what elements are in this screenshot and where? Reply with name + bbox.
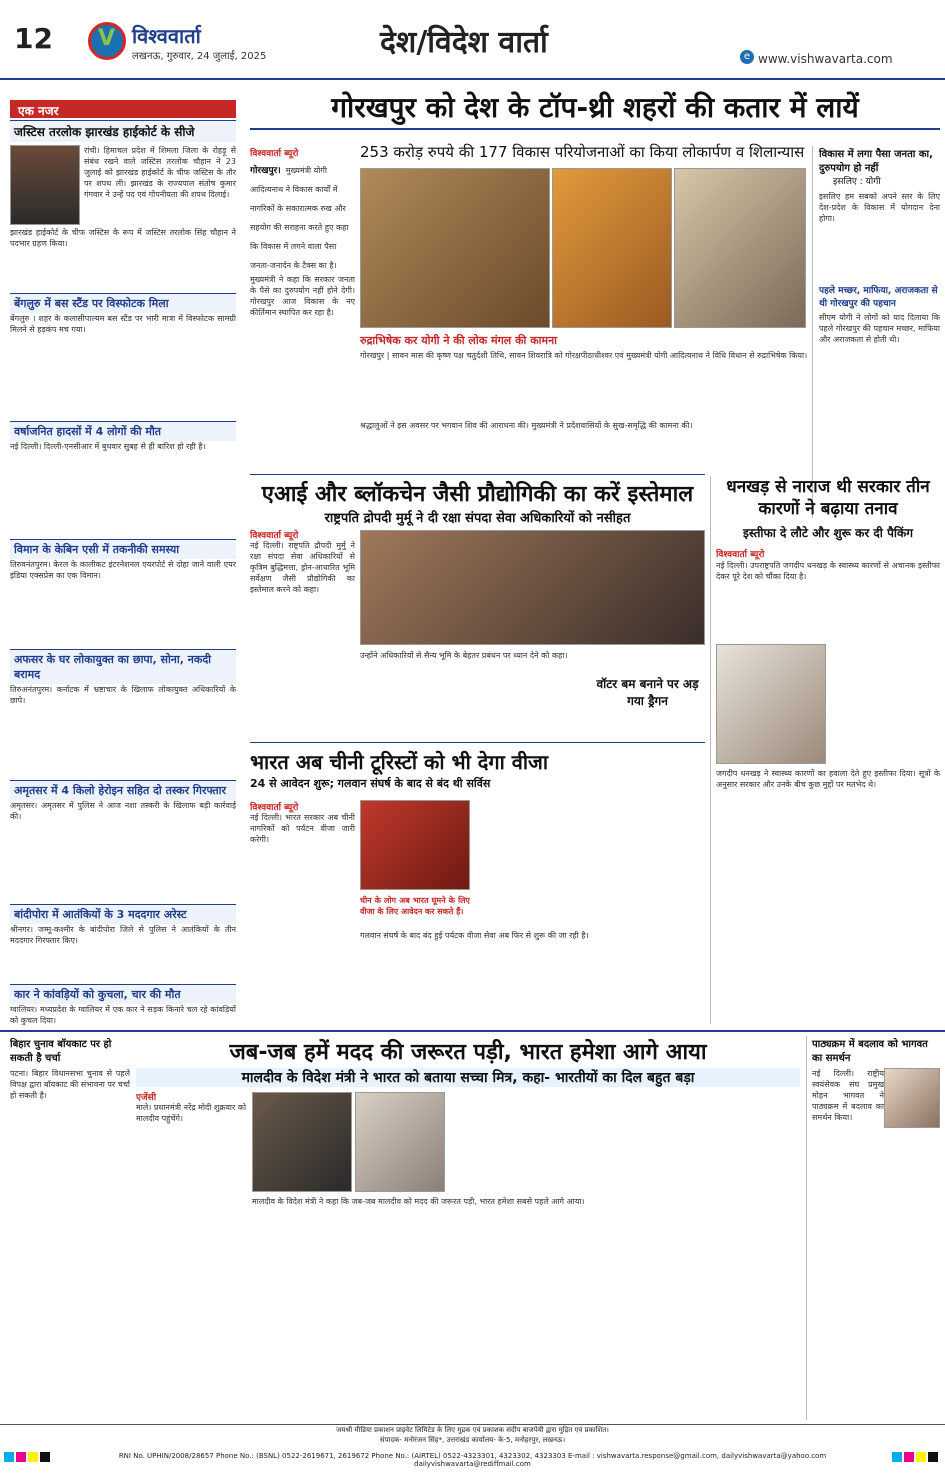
story2-headline: एआई और ब्लॉकचेन जैसी प्रौद्योगिकी का करें इस्तेमाल bbox=[261, 482, 694, 507]
photo-caption-head: रुद्राभिषेक कर योगी ने की लोक मंगल की कामना bbox=[360, 333, 938, 349]
story4-body: नई दिल्ली। भारत सरकार अब चीनी नागरिकों को पर्यटन वीजा जारी करेगी। bbox=[250, 813, 355, 844]
modi-photo bbox=[355, 1092, 445, 1192]
lead-photo-ceremony bbox=[674, 168, 806, 328]
story3-subhead: इस्तीफा दे लौटे और शुरू कर दी पैकिंग bbox=[743, 526, 913, 540]
left-item-body: रांची। हिमाचल प्रदेश में शिमला जिला के रोहड़ू से संबंध रखने वाले जस्टिस तरलोक चौहान ने 23 जुलाई को झारखंड हाईकोर्ट के चीफ जस्टिस के तौर पर शपथ ली। झारखंड के राज्यपाल संतोष कुमार गंगवार ने उन्हें पद एवं गोपनीयता की शपथ दिलाई। bbox=[84, 146, 236, 199]
story3-byline: विश्ववार्ता ब्यूरो bbox=[716, 550, 765, 560]
story4-body-cont: गलवान संघर्ष के बाद बंद हुई पर्यटक वीजा सेवा अब फिर से शुरू की जा रही है। bbox=[360, 931, 589, 940]
story2-side-head: वॉटर बम बनाने पर अड़ गया ड्रैगन bbox=[596, 677, 699, 708]
color-registration bbox=[892, 1452, 938, 1462]
divider bbox=[250, 474, 705, 475]
divider bbox=[0, 1030, 945, 1032]
lead-photo-ritual bbox=[360, 168, 550, 328]
left-item-title: विमान के केबिन एसी में तकनीकी समस्या bbox=[10, 539, 236, 559]
bottom-right-box: पाठ्यक्रम में बदलाव को भागवत का समर्थन नई दिल्ली। राष्ट्रीय स्वयंसेवक संघ प्रमुख मोहन भागवत ने पाठ्यक्रम में बदलाव का समर्थन किया। bbox=[806, 1036, 940, 1420]
lead-headline: गोरखपुर को देश के टॉप-थ्री शहरों की कतार में लायें bbox=[331, 91, 859, 124]
side-box-sub: इसलिए : योगी bbox=[833, 177, 881, 187]
left-item-title: वर्षाजनित हादसों में 4 लोगों की मौत bbox=[10, 421, 236, 441]
left-column: जस्टिस तरलोक झारखंड हाईकोर्ट के सीजे रांची। हिमाचल प्रदेश में शिमला जिला के रोहड़ू से संबंध रखने वाले जस्टिस तरलोक चौहान ने 23 जुलाई को झारखंड हाईकोर्ट के चीफ जस्टिस के तौर पर शपथ ली। झारखंड के राज्यपाल संतोष कुमार गंगवार ने उन्हें पद एवं गोपनीयता की शपथ दिलाई। झारखंड हाईकोर्ट के चीफ जस्टिस के रूप में जस्टिस तरलोक सिंह चौहान ने पदभार ग्रहण किया। बेंगलुरु में बस स्टैंड पर विस्फोटक मिला बेंगलुरु । शहर के कलासीपाल्यम बस स्टैंड पर भारी मात्रा में विस्फोटक सामग्री मिलने से हड़कंप मच गया। वर्षाजनित हादसों में 4 लोगों की मौत नई दिल्ली। दिल्ली-एनसीआर में बुधवार सुबह से ही बारिश हो रही है। विमान के केबिन एसी में तकनीकी समस्या तिरुवनंतपुरम। केरल के कालीकट इंटरनेशनल एयरपोर्ट से दोहा जाने वाली एयर इंडिया एक्सप्रेस का एक विमान। अफसर के घर लोकायुक्त का छापा, सोना, नकदी बरामद तिरुअनंतपुरम। कर्नाटक में भ्रष्टाचार के खिलाफ लोकायुक्त अधिकारियों के छापे। अमृतसर में 4 किलो हेरोइन सहित दो तस्कर गिरफ्तार अमृतसर। अमृतसर में पुलिस ने आज नशा तस्करी के खिलाफ बड़ी कार्रवाई की। बांदीपोरा में आतंकियों के 3 मददगार अरेस्ट श्रीनगर। जम्मू-कश्मीर के बांदीपोरा जिले से पुलिस ने आतंकियों के तीन मददगार गिरफ्तार किए। कार ने कांवड़ियों को कुचला, चार की मौत ग्वालियर। मध्यप्रदेश के ग्वालियर में एक कार ने सड़क किनारे चल रहे कांवड़ियों को कुचल दिया। bbox=[10, 120, 236, 1030]
left-item-title: अफसर के घर लोकायुक्त का छापा, सोना, नकदी बरामद bbox=[10, 649, 236, 684]
imprint-line2: संपादक- मनोरंजन सिंह*, उत्तराखंड कार्यालय- के-5, मनोहरपुर, लखनऊ। bbox=[379, 1436, 566, 1444]
bottom-headline: जब-जब हमें मदद की जरूरत पड़ी, भारत हमेशा आगे आया bbox=[229, 1040, 707, 1065]
left-item-body: तिरुवनंतपुरम। केरल के कालीकट इंटरनेशनल एयरपोर्ट से दोहा जाने वाली एयर इंडिया एक्सप्रेस का एक विमान। bbox=[10, 560, 236, 580]
story2-body-cont: उन्होंने अधिकारियों से सैन्य भूमि के बेहतर प्रबंधन पर ध्यान देने को कहा। bbox=[360, 651, 568, 660]
lead-subhead: 253 करोड़ रुपये की 177 विकास परियोजनाओं का किया लोकार्पण व शिलान्यास bbox=[360, 143, 805, 161]
president-photo bbox=[360, 530, 705, 645]
story2-subhead: राष्ट्रपति द्रोपदी मुर्मू ने दी रक्षा संपदा सेवा अधिकारियों को नसीहत bbox=[324, 511, 631, 526]
lead-photo-yogi bbox=[552, 168, 672, 328]
bottom-right-title: पाठ्यक्रम में बदलाव को भागवत का समर्थन bbox=[812, 1039, 928, 1064]
bhagwat-photo bbox=[884, 1068, 940, 1128]
left-item-body: ग्वालियर। मध्यप्रदेश के ग्वालियर में एक कार ने सड़क किनारे चल रहे कांवड़ियों को कुचल दिया। bbox=[10, 1005, 236, 1025]
lead-body-continued: श्रद्धालुओं ने इस अवसर पर भगवान शिव की आराधना की। मुख्यमंत्री ने प्रदेशवासियों के सुख-समृद्धि की कामना की। bbox=[360, 421, 693, 430]
bottom-left-title: बिहार चुनाव बॉयकाट पर हो सकती है चर्चा bbox=[10, 1039, 112, 1064]
maldives-minister-photo bbox=[252, 1092, 352, 1192]
imprint-line1: जयश्री मीडिया प्रकाशन प्राइवेट लिमिटेड के लिए मुद्रक एवं प्रकाशक संदीप बाजपेयी द्वारा मुद्रित एवं प्रकाशित। bbox=[336, 1426, 609, 1434]
website-link[interactable]: www.vishwavarta.com bbox=[758, 52, 893, 66]
web-icon: e bbox=[740, 50, 754, 64]
story2-body: नई दिल्ली। राष्ट्रपति द्रौपदी मुर्मु ने रक्षा संपदा सेवा अधिकारियों से कृत्रिम बुद्धिमत्ता, ड्रोन-आधारित भूमि सर्वेक्षण जैसी प्रौद्योगिकी का इस्तेमाल करने को कहा। bbox=[250, 541, 355, 594]
story3-body: नई दिल्ली। उपराष्ट्रपति जगदीप धनखड़ के स्वास्थ्य कारणों से अचानक इस्तीफा देकर पूरे देश को चौंका दिया है। bbox=[716, 561, 940, 581]
divider bbox=[250, 128, 940, 130]
bottom-byline: एजेंसी bbox=[136, 1093, 157, 1103]
left-item-title: अमृतसर में 4 किलो हेरोइन सहित दो तस्कर गिरफ्तार bbox=[10, 780, 236, 800]
ek-nazar-tag: एक नजर bbox=[10, 100, 236, 118]
left-item-title: बांदीपोरा में आतंकियों के 3 मददगार अरेस्ट bbox=[10, 904, 236, 924]
lead-body: मुख्यमंत्री योगी आदित्यनाथ ने विकास कार्यों में नागरिकों के सकारात्मक रुख और सहयोग की सराहना करते हुए कहा कि विकास में लगने वाला पैसा जनता-जनार्दन के टैक्स का है। bbox=[250, 166, 349, 270]
dateline: लखनऊ, गुरुवार, 24 जुलाई, 2025 bbox=[132, 51, 267, 62]
dhankhar-photo bbox=[716, 644, 826, 764]
story4-subhead: 24 से आवेदन शुरू; गलवान संघर्ष के बाद से बंद थी सर्विस bbox=[250, 777, 491, 790]
story2-byline: विश्ववार्ता ब्यूरो bbox=[250, 531, 299, 541]
story4-photo-caption: चीन के लोग अब भारत घूमने के लिए वीजा के लिए आवेदन कर सकते हैं। bbox=[360, 896, 470, 916]
imprint-line3: RNI No. UPHIN/2008/28657 Phone No.: (BSNL) 0522-2619671, 2619672 Phone No.: (AIRTEL) 0522-4323301, 4323302, 4323303 E-mail : vishwavarta.response@gmail.com, dailyvishwavarta@yahoo.com dailyvishwavarta@rediffmail.com bbox=[118, 1452, 827, 1468]
section-title: देश/विदेश वार्ता bbox=[380, 25, 548, 60]
left-item-body: अमृतसर। अमृतसर में पुलिस ने आज नशा तस्करी के खिलाफ बड़ी कार्रवाई की। bbox=[10, 801, 236, 821]
divider bbox=[250, 742, 705, 743]
lead-byline: विश्ववार्ता ब्यूरो bbox=[250, 149, 299, 159]
left-item-body: तिरुअनंतपुरम। कर्नाटक में भ्रष्टाचार के खिलाफ लोकायुक्त अधिकारियों के छापे। bbox=[10, 685, 236, 705]
left-item-title: जस्टिस तरलोक झारखंड हाईकोर्ट के सीजे bbox=[10, 120, 236, 142]
logo-mark-icon: V bbox=[98, 26, 116, 51]
bottom-body: माले। प्रधानमंत्री नरेंद्र मोदी शुक्रवार को मालदीव पहुंचेंगे। bbox=[136, 1103, 246, 1123]
left-item-body: श्रीनगर। जम्मू-कश्मीर के बांदीपोरा जिले से पुलिस ने आतंकियों के तीन मददगार गिरफ्तार किए। bbox=[10, 925, 236, 945]
story3-headline: धनखड़ से नाराज थी सरकार तीन कारणों ने बढ़ाया तनाव bbox=[726, 477, 930, 519]
bottom-left-box: बिहार चुनाव बॉयकाट पर हो सकती है चर्चा पटना। बिहार विधानसभा चुनाव से पहले विपक्ष द्वारा बॉयकाट की संभावना पर चर्चा हो सकती है। bbox=[10, 1036, 130, 1420]
photo-caption-body: गोरखपुर | सावन मास की कृष्ण पक्ष चतुर्दशी तिथि, सावन शिवरात्रि को गोरक्षपीठाधीश्वर एवं मुख्यमंत्री योगी आदित्यनाथ ने विधि विधान से रुद्राभिषेक किया। bbox=[360, 351, 808, 360]
lead-side-box: विकास में लगा पैसा जनता का, दुरुपयोग हो नहीं इसलिए : योगी इसलिए हम सबको अपने स्तर के लिए देश-प्रदेश के विकास में योगदान देना होगा। पहले मच्छर, माफिया, अराजकता से थी गोरखपुर की पहचान सीएम योगी ने लोगों को याद दिलाया कि पहले गोरखपुर की पहचान मच्छर, माफिया और अराजकता से होती थी। bbox=[812, 146, 940, 518]
side-box-title: विकास में लगा पैसा जनता का, दुरुपयोग हो नहीं bbox=[819, 149, 933, 174]
lead-body-col1: गोरखपुर। मुख्यमंत्री योगी आदित्यनाथ ने विकास कार्यों में नागरिकों के सकारात्मक रुख और सहयोग की सराहना करते हुए कहा कि विकास में लगने वाला पैसा जनता-जनार्दन के टैक्स का है। मुख्यमंत्री ने कहा कि सरकार जनता के पैसे का दुरुपयोग नहीं होने देगी। गोरखपुर आज विकास के नए कीर्तिमान स्थापित कर रहा है। bbox=[250, 166, 355, 317]
color-registration bbox=[4, 1452, 50, 1462]
brand-name: विश्ववार्ता bbox=[132, 24, 201, 48]
left-item-body: बेंगलुरु । शहर के कलासीपाल्यम बस स्टैंड पर भारी मात्रा में विस्फोटक सामग्री मिलने से हड़कंप मच गया। bbox=[10, 314, 236, 334]
left-item-title: बेंगलुरु में बस स्टैंड पर विस्फोटक मिला bbox=[10, 293, 236, 313]
left-item-body: नई दिल्ली। दिल्ली-एनसीआर में बुधवार सुबह से ही बारिश हो रही है। bbox=[10, 442, 206, 451]
story4-headline: भारत अब चीनी टूरिस्टों को भी देगा वीजा bbox=[250, 750, 549, 774]
side-box-heading: पहले मच्छर, माफिया, अराजकता से थी गोरखपुर की पहचान bbox=[819, 286, 938, 309]
bottom-body-cont: मालदीव के विदेश मंत्री ने कहा कि जब-जब मालदीव को मदद की जरूरत पड़ी, भारत हमेशा सबसे पहले आगे आया। bbox=[252, 1197, 585, 1206]
judge-photo bbox=[10, 145, 80, 225]
bottom-subhead: मालदीव के विदेश मंत्री ने भारत को बताया सच्चा मित्र, कहा- भारतीयों का दिल बहुत बड़ा bbox=[136, 1068, 800, 1087]
story3-box: धनखड़ से नाराज थी सरकार तीन कारणों ने बढ़ाया तनाव इस्तीफा दे लौटे और शुरू कर दी पैकिंग विश्ववार्ता ब्यूरो नई दिल्ली। उपराष्ट्रपति जगदीप धनखड़ के स्वास्थ्य कारणों से अचानक इस्तीफा देकर पूरे देश को चौंका दिया है। जगदीप धनखड़ ने स्वास्थ्य कारणों का हवाला देते हुए इस्तीफा दिया। सूत्रों के अनुसार सरकार और उनके बीच कुछ मुद्दों पर मतभेद थे। bbox=[710, 476, 940, 1024]
page-number: 12 bbox=[14, 22, 53, 55]
story4-byline: विश्ववार्ता ब्यूरो bbox=[250, 803, 299, 813]
passport-photo bbox=[360, 800, 470, 890]
left-item-title: कार ने कांवड़ियों को कुचला, चार की मौत bbox=[10, 984, 236, 1004]
